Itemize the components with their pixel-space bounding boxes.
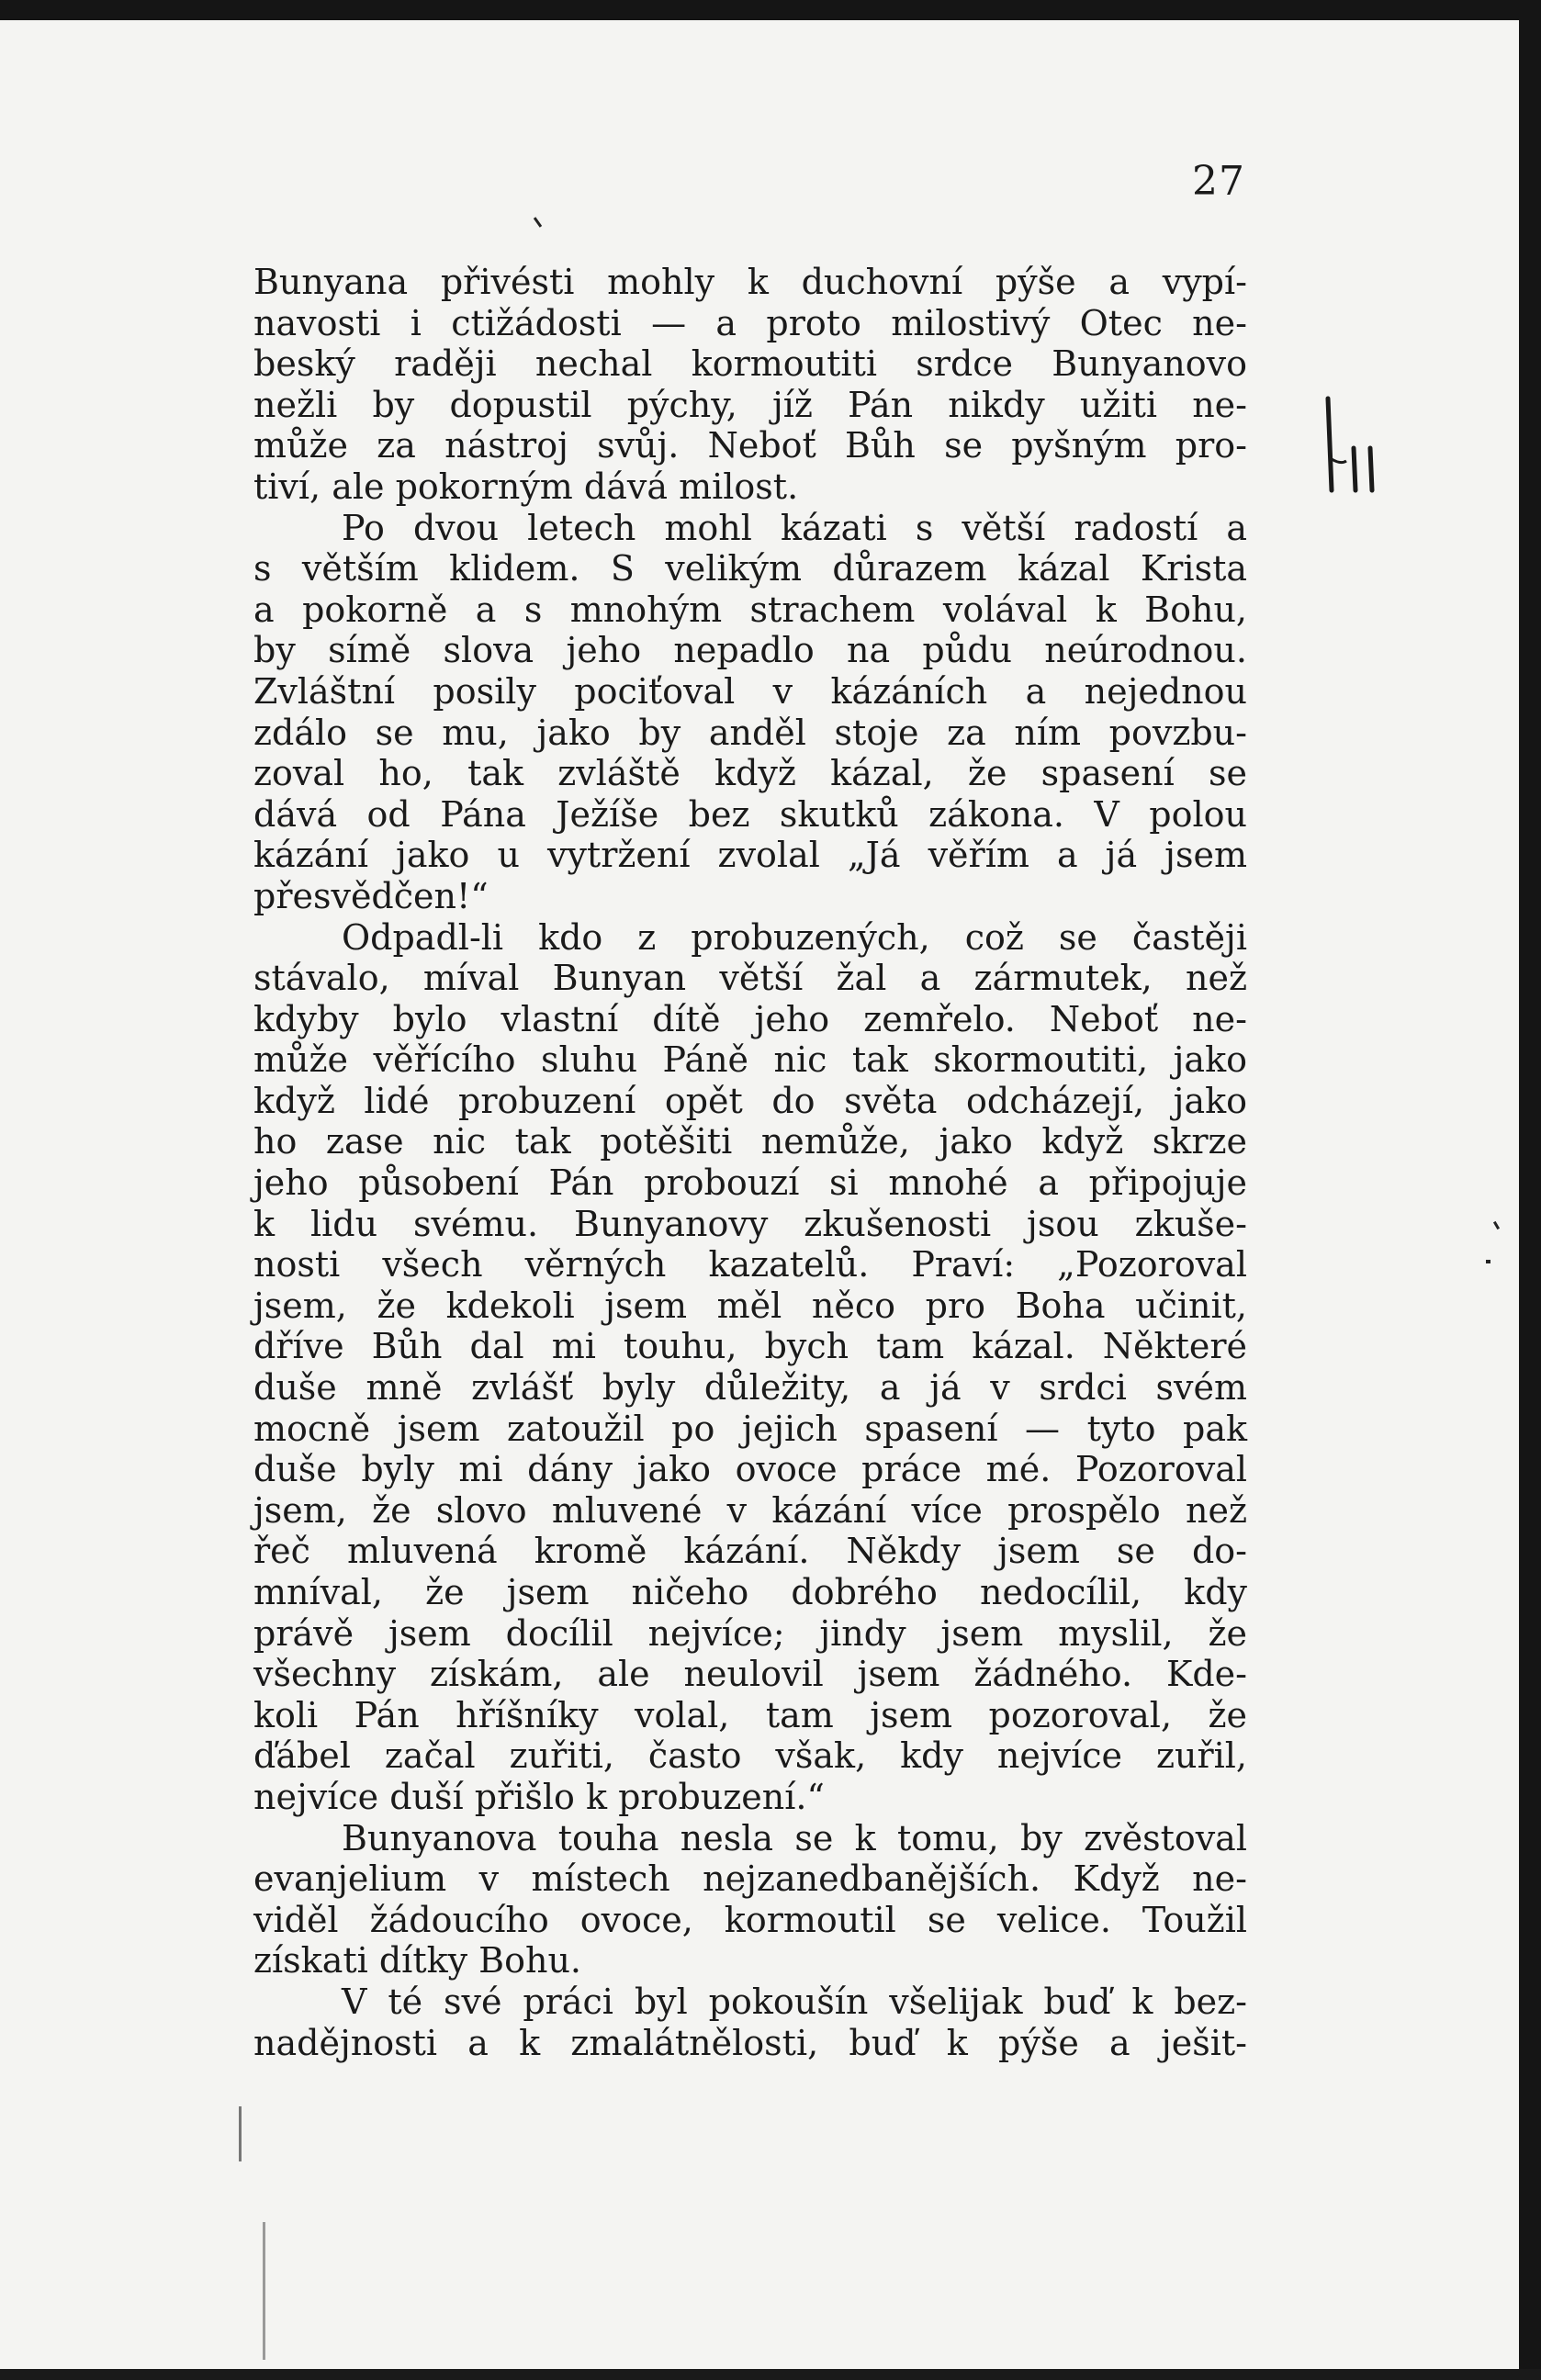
text-line: k lidu svému. Bunyanovy zkušenosti jsou zkuše- — [253, 1203, 1247, 1244]
margin-handwritten-mark — [1322, 395, 1383, 496]
text-line: nadějnosti a k zmalátnělosti, buď k pýše a ješit- — [253, 2022, 1247, 2063]
text-line: s větším klidem. S velikým důrazem kázal Krista — [253, 548, 1247, 589]
text-line: tiví, ale pokorným dává milost. — [253, 466, 799, 507]
text-line: mníval, že jsem ničeho dobrého nedocílil, kdy — [253, 1572, 1247, 1612]
text-line: všechny získám, ale neulovil jsem žádného. Kde- — [253, 1654, 1247, 1695]
text-line: Bunyanova touha nesla se k tomu, by zvěstoval — [342, 1817, 1247, 1858]
text-line: jsem, že slovo mluvené v kázání více prospělo než — [253, 1489, 1247, 1531]
text-line: by símě slova jeho nepadlo na půdu neúrodnou. — [253, 630, 1247, 671]
text-line: a pokorně a s mnohým strachem volával k Bohu, — [253, 589, 1247, 630]
scan-border-right — [1519, 0, 1541, 2380]
text-line: právě jsem docílil nejvíce; jindy jsem myslil, že — [253, 1612, 1247, 1654]
text-line: duše byly mi dány jako ovoce práce mé. Pozoroval — [253, 1449, 1247, 1490]
text-line: kdyby bylo vlastní dítě jeho zemřelo. Neboť ne- — [253, 998, 1247, 1039]
text-line: Bunyana přivésti mohly k duchovní pýše a vypí- — [253, 262, 1247, 302]
text-line: dříve Bůh dal mi touhu, bych tam kázal. Některé — [253, 1326, 1247, 1367]
stray-mark-top — [534, 217, 542, 228]
text-line: ho zase nic tak potěšiti nemůže, jako když skrze — [253, 1121, 1247, 1162]
text-line: dává od Pána Ježíše bez skutků zákona. V polou — [253, 793, 1247, 835]
stray-mark-right-1 — [1493, 1221, 1500, 1229]
text-line: navosti i ctižádosti — a proto milostivý Otec ne- — [253, 302, 1247, 343]
text-line: Odpadl-li kdo z probuzených, což se častěji — [342, 916, 1247, 958]
stray-mark-bottom-left — [239, 2106, 242, 2161]
text-line: V té své práci byl pokoušín všelijak buď k bez- — [342, 1981, 1247, 2022]
page-number: 27 — [1192, 158, 1245, 205]
body-text — [253, 262, 1247, 2063]
text-line: získati dítky Bohu. — [253, 1940, 582, 1981]
text-line: jsem, že kdekoli jsem měl něco pro Boha učinit, — [253, 1285, 1247, 1326]
text-line: nejvíce duší přišlo k probuzení.“ — [253, 1776, 825, 1817]
text-line: beský raději nechal kormoutiti srdce Bunyanovo — [253, 343, 1247, 385]
text-line: nosti všech věrných kazatelů. Praví: „Pozoroval — [253, 1244, 1247, 1285]
text-line: přesvědčen!“ — [253, 875, 489, 916]
text-line: Zvláštní posily pociťoval v kázáních a nejednou — [253, 670, 1247, 712]
text-line: zoval ho, tak zvláště když kázal, že spasení se — [253, 753, 1247, 794]
text-line: koli Pán hříšníky volal, tam jsem pozoroval, že — [253, 1694, 1247, 1735]
text-line: duše mně zvlášť byly důležity, a já v srdci svém — [253, 1367, 1247, 1409]
text-line: stávalo, míval Bunyan větší žal a zármutek, než — [253, 958, 1247, 999]
text-line: zdálo se mu, jako by anděl stoje za ním povzbu- — [253, 712, 1247, 753]
scan-border-bottom — [0, 2369, 1541, 2380]
text-line: mocně jsem zatoužil po jejich spasení — tyto pak — [253, 1408, 1247, 1449]
stray-mark-right-2 — [1486, 1260, 1490, 1263]
text-line: Po dvou letech mohl kázati s větší radostí a — [342, 507, 1247, 548]
text-line: řeč mluvená kromě kázání. Někdy jsem se do- — [253, 1531, 1247, 1572]
text-line: nežli by dopustil pýchy, jíž Pán nikdy užiti ne- — [253, 384, 1247, 425]
text-line: může za nástroj svůj. Neboť Bůh se pyšným pro- — [253, 425, 1247, 466]
text-line: viděl žádoucího ovoce, kormoutil se velice. Toužil — [253, 1899, 1247, 1940]
text-line: kázání jako u vytržení zvolal „Já věřím a já jsem — [253, 835, 1247, 876]
text-line: když lidé probuzení opět do světa odcházejí, jako — [253, 1080, 1247, 1121]
text-line: může věřícího sluhu Páně nic tak skormoutiti, jako — [253, 1039, 1247, 1081]
stray-mark-bottom-left-2 — [263, 2222, 265, 2360]
text-line: evanjelium v místech nejzanedbanějších. Když ne- — [253, 1858, 1247, 1900]
text-line: ďábel začal zuřiti, často však, kdy nejvíce zuřil, — [253, 1735, 1247, 1777]
text-line: jeho působení Pán probouzí si mnohé a připojuje — [253, 1162, 1247, 1204]
scan-border-top — [0, 0, 1541, 20]
